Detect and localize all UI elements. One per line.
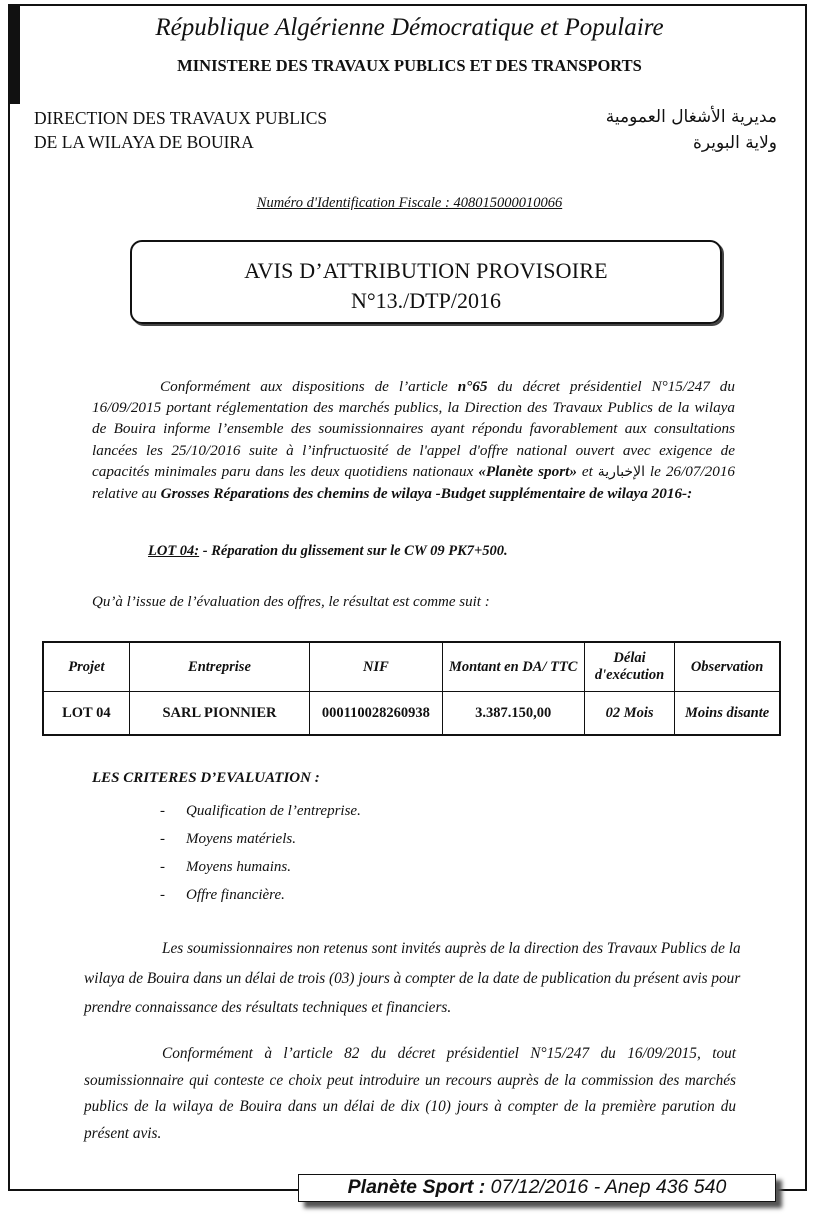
direction-french [34, 106, 327, 154]
direction-fr-line1: DIRECTION DES TRAVAUX PUBLICS [34, 108, 328, 128]
header-entreprise: Entreprise [129, 642, 309, 692]
p2-text: Les soumissionnaires non retenus sont invités auprès de la direction des Travaux Publics de la wilaya de Bouira dans un délai de trois (03) jours à compter de la date de publication du présent avis pour prendre connaissance des résultats techniques et financiers. [84, 940, 741, 1016]
cell-montant: 3.387.150,00 [442, 692, 584, 736]
p3-text: Conformément à l’article 82 du décret présidentiel N°15/247 du 16/09/2015, tout soumissionnaire qui conteste ce choix peut introduire un recours auprès de la commission des marchés publics de la wilaya de Bouira dans un délai de dix (10) jours à compter de la première parution du présent avis. [84, 1045, 736, 1142]
direction-ar-line2: ولاية البويرة [693, 133, 777, 153]
cell-entreprise: SARL PIONNIER [129, 692, 309, 736]
paragraph-3 [84, 1041, 736, 1147]
lot-text: - Réparation du glissement sur le CW 09 PK7+500. [199, 543, 508, 559]
results-table [42, 641, 781, 736]
cell-delai: 02 Mois [584, 692, 674, 736]
footer-source: Planète Sport : [347, 1176, 486, 1198]
republic-title: République Algérienne Démocratique et Populaire [155, 14, 664, 41]
cell-projet: LOT 04 [43, 692, 129, 736]
header-observation: Observation [675, 642, 780, 692]
p1-newspaper1: «Planète sport» [478, 462, 577, 480]
p1-part4: le 26/07/2016 relative au [92, 462, 736, 503]
lot-line [148, 543, 508, 560]
republic-header [0, 14, 819, 42]
criteria-list [160, 797, 361, 909]
criteria-title: LES CRITERES D’EVALUATION : [92, 770, 320, 786]
p1-subject: Grosses Réparations des chemins de wilaya -Budget supplémentaire de wilaya 2016-: [160, 485, 693, 503]
notice-number: N°13./DTP/2016 [351, 288, 501, 313]
cell-observation: Moins disante [675, 692, 780, 736]
footer-details: 07/12/2016 - Anep 436 540 [485, 1176, 727, 1198]
lot-label: LOT 04: [148, 543, 200, 559]
p1-article: n°65 [457, 378, 488, 395]
header-delai: Délai d'exécution [584, 642, 674, 692]
p1-part3: et [576, 462, 598, 480]
publication-footer [298, 1174, 776, 1202]
ministry-title: MINISTERE DES TRAVAUX PUBLICS ET DES TRANSPORTS [177, 56, 642, 75]
notice-title: AVIS D’ATTRIBUTION PROVISOIRE [244, 258, 608, 283]
p1-part2: du décret présidentiel N°15/247 du 16/09/2015 portant réglementation des marchés publics, la Direction des Travaux Publics de la wilaya de Bouira informe l’ensemble des soumissionnaires ayant répondu favorablement aux consultations lancées les 25/10/2016 suite à l’infructuosité de l'appel d'offre national ouvert avec exigence de capacités minimales paru dans les deux quotidiens nationaux [92, 378, 735, 480]
list-item: - Moyens matériels. [160, 825, 361, 853]
direction-ar-line1: مديرية الأشغال العمومية [605, 107, 777, 127]
header-nif: NIF [310, 642, 442, 692]
paragraph-2 [84, 934, 744, 1023]
fiscal-id-line: Numéro d'Identification Fiscale : 408015000010066 [256, 195, 563, 211]
issue-line: Qu’à l’issue de l’évaluation des offres, le résultat est comme suit : [92, 594, 490, 610]
list-item: - Qualification de l’entreprise. [160, 797, 361, 825]
table-row [43, 692, 780, 736]
paragraph-1 [92, 376, 735, 504]
direction-fr-line2: DE LA WILAYA DE BOUIRA [34, 132, 254, 152]
header-projet: Projet [43, 642, 129, 692]
p1-newspaper2: الإخبارية [597, 463, 645, 480]
list-item: - Moyens humains. [160, 853, 361, 881]
p1-part1: Conformément aux dispositions de l’article [160, 378, 458, 395]
direction-arabic [606, 104, 777, 156]
notice-title-box [130, 240, 722, 324]
table-header-row [43, 642, 780, 692]
header-montant: Montant en DA/ TTC [442, 642, 584, 692]
cell-nif: 000110028260938 [310, 692, 442, 736]
list-item: - Offre financière. [160, 881, 361, 909]
